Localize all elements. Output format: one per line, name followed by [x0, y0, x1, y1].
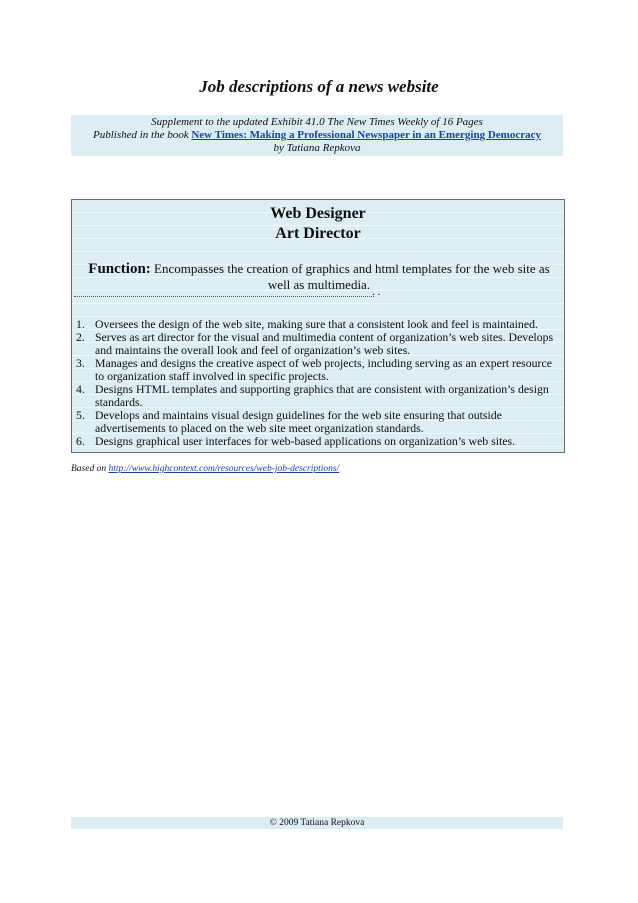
document-title: Job descriptions of a news website [199, 77, 439, 96]
publication-prefix: Published in the book [92, 129, 192, 141]
function-label: Function: [88, 261, 151, 277]
duty-number: 1. [76, 317, 85, 331]
duty-text: Oversees the design of the web site, making sure that a consistent look and feel is maintained. [95, 317, 538, 331]
supplement-line: Supplement to the updated Exhibit 41.0 The New Times Weekly of 16 Pages [151, 116, 483, 128]
duties-list [76, 318, 562, 448]
duty-number: 2. [76, 330, 85, 344]
supplement-banner [71, 115, 563, 156]
duty-number: 6. [76, 434, 85, 448]
job-title-art-director: Art Director [275, 225, 361, 242]
source-prefix: Based on [71, 464, 109, 474]
footer-copyright: © 2009 Tatiana Repkova [71, 817, 563, 829]
duty-item [76, 435, 562, 448]
function-text: Encompasses the creation of graphics and html templates for the web site as well as multimedia. [150, 261, 550, 292]
duty-text: Manages and designs the creative aspect of web projects, including serving as an expert resource to organization staff involved in specific projects. [95, 356, 552, 383]
job-title-web-designer: Web Designer [270, 205, 366, 222]
source-note [71, 463, 339, 475]
duty-item [76, 357, 562, 383]
duty-number: 4. [76, 382, 85, 396]
duty-text: Designs HTML templates and supporting graphics that are consistent with organization’s design standards. [95, 382, 549, 409]
duty-item [76, 409, 562, 435]
function-summary [82, 261, 556, 292]
duty-item [76, 331, 562, 357]
book-title-link[interactable]: New Times: Making a Professional Newspaper in an Emerging Democracy [191, 129, 541, 141]
duty-number: 3. [76, 356, 85, 370]
duty-item [76, 383, 562, 409]
duty-text: Develops and maintains visual design guidelines for the web site ensuring that outside advertisements to placed on the web site meet organization standards. [95, 408, 502, 435]
source-link[interactable]: http://www.highcontext.com/resources/web-job-descriptions/ [108, 464, 340, 474]
duty-text: Serves as art director for the visual and multimedia content of organization’s web sites. Develops and maintains the overall look and feel of organization’s web sites. [95, 330, 554, 357]
dotted-divider-end: . . [372, 286, 381, 298]
dotted-divider [74, 296, 374, 297]
duty-number: 5. [76, 408, 85, 422]
publication-line [71, 129, 563, 142]
job-description-box [71, 199, 565, 453]
duty-text: Designs graphical user interfaces for web-based applications on organization’s web sites. [95, 434, 516, 448]
author-line: by Tatiana Repkova [273, 142, 361, 154]
